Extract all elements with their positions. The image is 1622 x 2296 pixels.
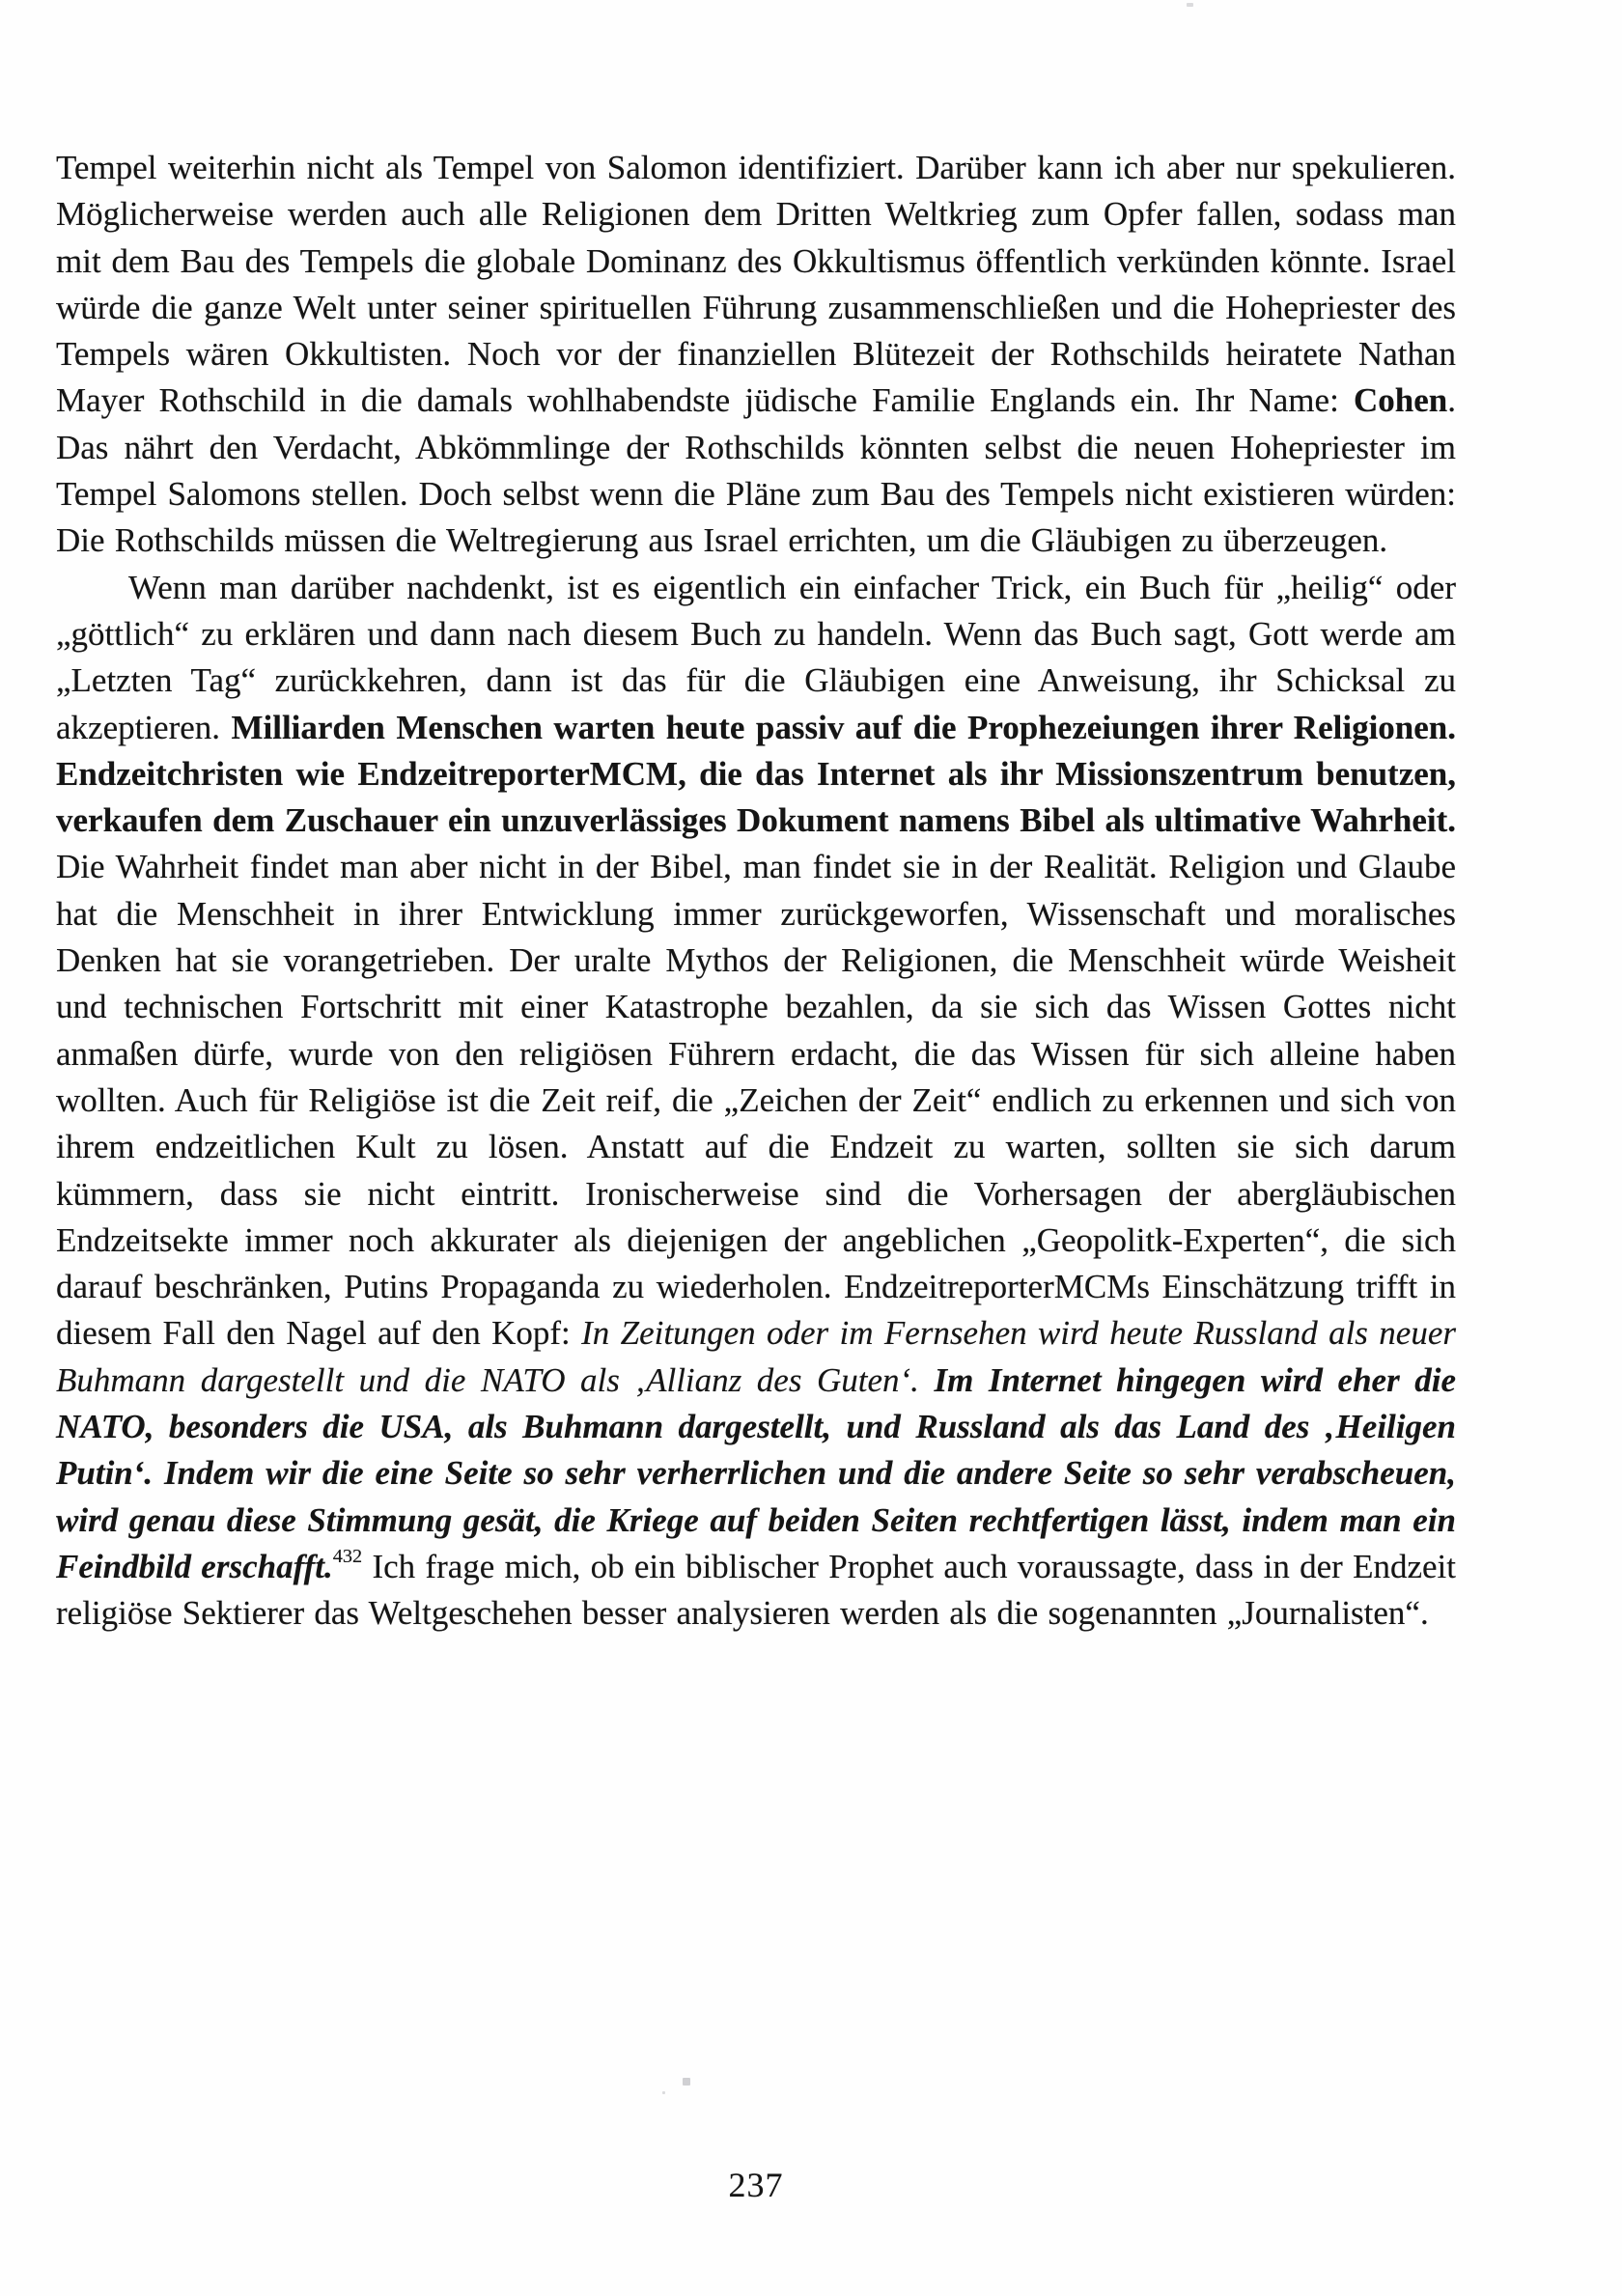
text-run: Tempel weiterhin nicht als Tempel von Salomon identifiziert. Darüber kann ich aber nur spekulieren. Möglicherweise werden auch alle Religionen dem Dritten Weltkrieg zum Opfer fallen, sodass man mit dem Bau des Tempels die globale Dominanz des Okkultismus öffentlich verkünden könnte. Israel würde die ganze Welt unter seiner spirituellen Führung zusammenschließen und die Hohepriester des Tempels wären Okkultisten. Noch vor der finanziellen Blütezeit der Rothschilds heiratete Nathan Mayer Rothschild in die damals wohlhabendste jüdische Familie Englands ein. Ihr Name: bbox=[56, 149, 1456, 420]
scan-artifact bbox=[683, 2078, 690, 2086]
text-run: Ich frage mich, ob ein biblischer Prophet auch voraussagte, dass in der Endzeit religiöse Sektierer das Weltgeschehen besser analysieren werden als die sogenannten „Journalisten“. bbox=[56, 1547, 1456, 1633]
italic-text-run: In Zeitungen oder im Fernsehen wird heute Russland als neuer Buhmann dargestellt und die NATO als ‚Allianz des Guten‘. bbox=[56, 1314, 1456, 1399]
page-number: 237 bbox=[728, 2166, 784, 2204]
footnote-reference: 432 bbox=[332, 1546, 363, 1568]
paragraph bbox=[56, 565, 1456, 1638]
text-block bbox=[56, 145, 1456, 1638]
scan-artifact bbox=[662, 2091, 665, 2094]
text-run: Die Wahrheit findet man aber nicht in der Bibel, man findet sie in der Realität. Religion und Glaube hat die Menschheit in ihrer Entwicklung immer zurückgeworfen, Wissenschaft und moralisches Denken hat sie vorangetrieben. Der uralte Mythos der Religionen, die Menschheit würde Weisheit und technischen Fortschritt mit einer Katastrophe bezahlen, da sie sich das Wissen Gottes nicht anmaßen dürfe, wurde von den religiösen Führern erdacht, die das Wissen für sich alleine haben wollten. Auch für Religiöse ist die Zeit reif, die „Zeichen der Zeit“ endlich zu erkennen und sich von ihrem endzeitlichen Kult zu lösen. Anstatt auf die Endzeit zu warten, sollten sie sich darum kümmern, dass sie nicht eintritt. Ironischerweise sind die Vorhersagen der abergläubischen Endzeitsekte immer noch akkurater als diejenigen der angeblichen „Geopolitk-Experten“, die sich darauf beschränken, Putins Propaganda zu wiederholen. EndzeitreporterMCMs Einschätzung trifft in diesem Fall den Nagel auf den Kopf: bbox=[56, 848, 1456, 1353]
bold-text-run: Milliarden Menschen warten heute passiv auf die Prophezeiungen ihrer Religionen. Endzeitchristen wie EndzeitreporterMCM, die das Internet als ihr Missionszentrum benutzen, verkaufen dem Zuschauer ein unzuverlässiges Dokument namens Bibel als ultimative Wahrheit. bbox=[56, 708, 1457, 840]
paragraph bbox=[56, 145, 1456, 565]
bold-text-run: Cohen bbox=[1354, 381, 1448, 420]
scan-artifact bbox=[1187, 3, 1193, 7]
text-run: Wenn man darüber nachdenkt, ist es eigentlich ein einfacher Trick, ein Buch für „heilig“ oder „göttlich“ zu erklären und dann nach diesem Buch zu handeln. Wenn das Buch sagt, Gott werde am „Letzten Tag“ zurückkehren, dann ist das für die Gläubigen eine Anweisung, ihr Schicksal zu akzeptieren. bbox=[56, 568, 1456, 746]
text-run: . Das nährt den Verdacht, Abkömmlinge der Rothschilds könnten selbst die neuen Hohepriester im Tempel Salomons stellen. Doch selbst wenn die Pläne zum Bau des Tempels nicht existieren würden: Die Rothschilds müssen die Weltregierung aus Israel errichten, um die Gläubigen zu überzeugen. bbox=[56, 381, 1456, 560]
bold-italic-text-run: Im Internet hingegen wird eher die NATO, besonders die USA, als Buhmann dargestellt, und Russland als das Land des ‚Heiligen Putin‘. Indem wir die eine Seite so sehr verherrlichen und die andere Seite so sehr verabscheuen, wird genau diese Stimmung gesät, die Kriege auf beiden Seiten rechtfertigen lässt, indem man ein Feindbild erschafft. bbox=[56, 1360, 1457, 1585]
